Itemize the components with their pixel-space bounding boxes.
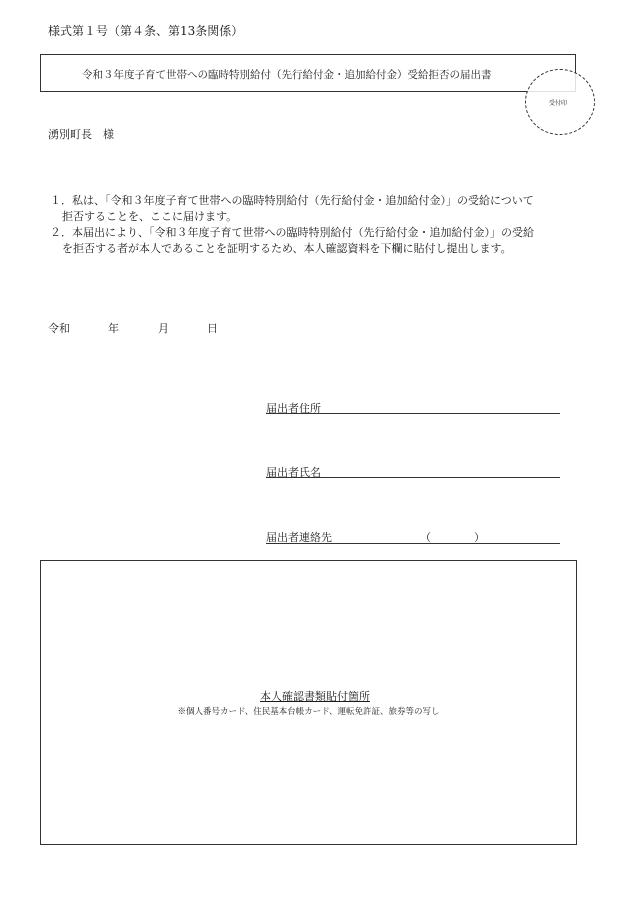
statement-item-2-line-1: ２．本届出により、「令和３年度子育て世帯への臨時特別給付（先行給付金・追加給付金）」の受給	[50, 226, 534, 239]
date-day-field[interactable]: 日	[207, 322, 218, 335]
contact-paren-open: （	[420, 531, 431, 544]
addressee: 湧別町長 様	[48, 128, 114, 141]
date-year-field[interactable]: 年	[108, 322, 119, 335]
statement-item-2-line-2: を拒否する者が本人であることを証明するため、本人確認資料を下欄に貼付し提出します。	[62, 242, 512, 255]
reception-stamp-label: 受付印	[549, 100, 568, 107]
statement-item-1-line-1: １．私は、「令和３年度子育て世帯への臨時特別給付（先行給付金・追加給付金）」の受給について	[50, 194, 534, 207]
id-document-attachment-title-text: 本人確認書類貼付箇所	[260, 690, 370, 703]
id-document-attachment-title	[0, 688, 630, 704]
date-month-field[interactable]: 月	[158, 322, 169, 335]
applicant-address-label: 届出者住所	[266, 402, 321, 415]
applicant-name-label: 届出者氏名	[266, 466, 321, 479]
form-number: 様式第１号（第４条、第13条関係）	[48, 24, 244, 38]
contact-paren-close: ）	[474, 531, 485, 544]
applicant-address-field[interactable]	[266, 413, 560, 414]
statement-item-1-line-2: 拒否することを、ここに届けます。	[62, 210, 238, 223]
id-document-attachment-note: ※個人番号カード、住民基本台帳カード、運転免許証、旅券等の写し	[177, 707, 440, 717]
applicant-contact-label: 届出者連絡先	[266, 531, 332, 544]
document-title: 令和３年度子育て世帯への臨時特別給付（先行給付金・追加給付金）受給拒否の届出書	[82, 69, 492, 81]
date-era-label: 令和	[48, 322, 70, 335]
applicant-contact-field[interactable]	[266, 543, 560, 544]
applicant-name-field[interactable]	[266, 477, 560, 478]
